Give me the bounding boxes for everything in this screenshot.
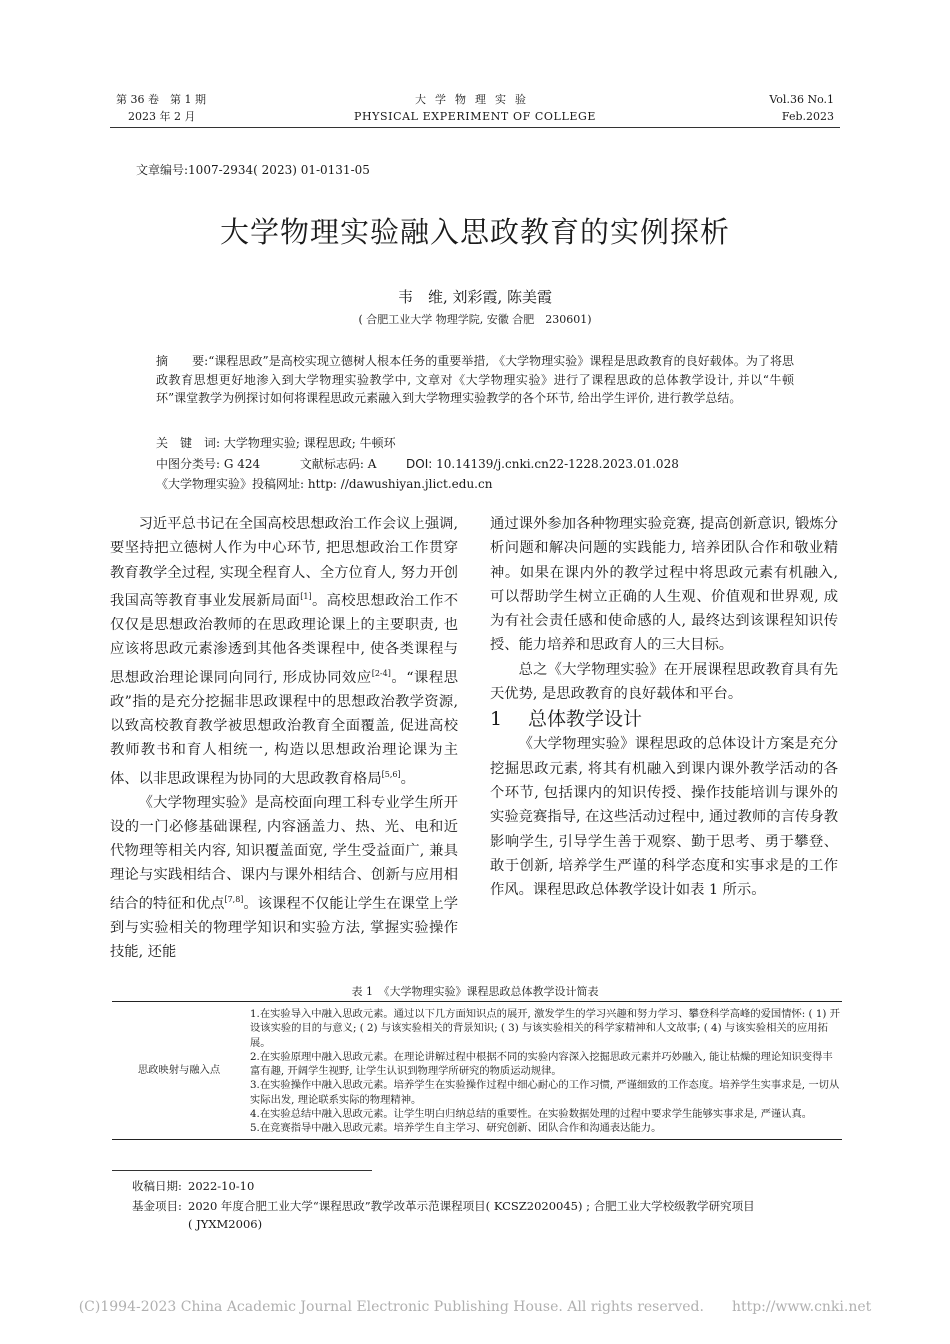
table-row — [112, 1002, 842, 1139]
citation: [1] — [300, 591, 312, 601]
abstract — [156, 352, 794, 408]
author-list: 韦 维, 刘彩霞, 陈美霞 — [397, 288, 553, 306]
table-item: 4.在实验总结中融入思政元素。让学生明白归纳总结的重要性。在实验数据处理的过程中要求学生能够实事求是, 严谨认真。 — [250, 1108, 813, 1121]
body-paragraph: 《大学物理实验》课程思政的总体设计方案是充分挖掘思政元素, 将其有机融入到课内课外教学活动的各个环节, 包括课内的知识传授、操作技能培训与课外的实验竞赛指导, 在这些活动过程中, 通过教师的言传身教影响学生, 引导学生善于观察、勤于思考、勇于攀登、敢于创新, 培养学生严谨的科学态度和实事求是的工作作风。课程思政总体教学设计如表 1 所示。 — [490, 736, 838, 899]
journal-name-en: PHYSICAL EXPERIMENT OF COLLEGE — [353, 110, 596, 123]
funding-label: 基金项目: — [132, 1199, 182, 1213]
body-right-column — [490, 512, 838, 902]
keywords-text: 大学物理实验; 课程思政; 牛顿环 — [223, 436, 396, 450]
abstract-text: “课程思政”是高校实现立德树人根本任务的重要举措, 《大学物理实验》课程是思政教育的良好载体。为了将思政教育思想更好地渗入到大学物理实验教学中, 文章对《大学物理实验》进行了课程思政的总体教学设计, 并以“牛顿环”课堂教学为例探讨如何将课程思政元素融入到大学物理实验教学的各个环节, 给出学生评价, 进行教学总结。 — [156, 354, 794, 405]
journal-issue-info — [116, 91, 206, 125]
body-paragraph: 总之《大学物理实验》在开展课程思政教育具有先天优势, 是思政教育的良好载体和平台。 — [490, 661, 838, 703]
received-label: 收稿日期: — [132, 1179, 182, 1193]
paper-title: 大学物理实验融入思政教育的实例探析 — [219, 215, 730, 249]
affiliation: ( 合肥工业大学 物理学院, 安徽 合肥 230601) — [358, 313, 592, 326]
received-date — [132, 1177, 254, 1196]
table-cell — [246, 1002, 842, 1139]
volume-issue-en: Vol.36 No.1 — [769, 93, 834, 106]
doc-code: A — [367, 457, 377, 471]
received-value: 2022-10-10 — [188, 1179, 255, 1193]
table-item: 1.在实验导入中融入思政元素。通过以下几方面知识点的展开, 激发学生的学习兴趣和努力学习、攀登科学高峰的爱国情怀: ( 1) 开设该实验的目的与意义; ( 2) 与该实验相关的背景知识; ( 3) 与该实验相关的科学家精神和人文故事; ( 4) 与该实验相关的应用拓展。 — [250, 1008, 840, 1049]
header-rule — [110, 127, 840, 128]
footnote-rule — [112, 1170, 372, 1171]
table-row-label: 思政映射与融入点 — [137, 1064, 221, 1077]
body-left-column — [110, 512, 458, 964]
abstract-label: 摘 要: — [156, 354, 209, 368]
doc-code-label: 文献标志码: — [299, 457, 364, 471]
article-number: 文章编号:1007-2934( 2023) 01-0131-05 — [136, 163, 370, 177]
body-paragraph: 通过课外参加各种物理实验竞赛, 提高创新意识, 锻炼分析问题和解决问题的实践能力, 培养团队合作和敬业精神。如果在课内外的教学过程中将思政元素有机融入, 可以帮助学生树立正确的人生观、价值观和世界观, 成为有社会责任感和使命感的人, 最终达到该课程知识传授、能力培养和思政育人的三大目标。 — [490, 516, 838, 654]
table-item: 3.在实验操作中融入思政元素。培养学生在实验操作过程中细心耐心的工作习惯, 严谨细致的工作态度。培养学生实事求是, 一切从实际出发, 理论联系实际的物理精神。 — [250, 1079, 840, 1106]
table-caption: 表 1 《大学物理实验》课程思政总体教学设计简表 — [351, 985, 599, 998]
volume-issue: 第 36 卷 第 1 期 — [116, 93, 206, 106]
section-number: 1 — [490, 708, 503, 731]
submission-url[interactable]: http: //dawushiyan.jlict.edu.cn — [307, 477, 493, 491]
journal-name — [300, 91, 650, 125]
journal-volume-en — [769, 91, 834, 125]
journal-name-cn: 大学物理实验 — [415, 93, 535, 106]
submission-label: 《大学物理实验》投稿网址: — [156, 477, 305, 491]
citation: [7,8] — [224, 894, 244, 904]
funding-text: 2020 年度合肥工业大学“课程思政”教学改革示范课程项目( KCSZ2020045) ; 合肥工业大学校级教学研究项目 — [188, 1199, 755, 1213]
classification-line — [156, 455, 679, 473]
copyright-watermark: (C)1994-2023 China Academic Journal Electronic Publishing House. All rights reserved. http://www.cnki.net — [78, 1299, 872, 1315]
doi-value: 10.14139/j.cnki.cn22-1228.2023.01.028 — [436, 457, 679, 471]
funding — [132, 1197, 755, 1216]
table-item: 5.在竞赛指导中融入思政元素。培养学生自主学习、研究创新、团队合作和沟通表达能力。 — [250, 1122, 662, 1135]
clc-label: 中图分类号: — [156, 457, 221, 471]
keywords-label: 关 键 词: — [156, 436, 221, 450]
section-heading — [490, 706, 838, 732]
submission-site — [156, 475, 492, 493]
citation: [5,6] — [381, 769, 401, 779]
issue-date-en: Feb.2023 — [781, 110, 834, 123]
keywords — [156, 434, 396, 452]
clc-code: G 424 — [223, 457, 261, 471]
citation: [2-4] — [371, 668, 391, 678]
issue-date: 2023 年 2 月 — [128, 110, 196, 123]
table-item: 2.在实验原理中融入思政元素。在理论讲解过程中根据不同的实验内容深入挖掘思政元素并巧妙融入, 能让枯燥的理论知识变得丰富有趣, 开阔学生视野, 让学生认识到物理学所研究的物质运动规律。 — [250, 1050, 833, 1078]
body-paragraph: 《大学物理实验》是高校面向理工科专业学生所开设的一门必修基础课程, 内容涵盖力、热、光、电和近代物理等相关内容, 知识覆盖面宽, 学生受益面广, 兼具理论与实践相结合、课内与课外相结合、创新与应用相结合的特征和优点[7,8]。该课程不仅能让学生在课堂上学到与实验相关的物理学知识和实验方法, 掌握实验操作技能, 还能 — [110, 794, 459, 961]
funding-continued: ( JYXM2006) — [188, 1217, 263, 1231]
doi-label: DOI: — [406, 457, 433, 471]
design-table — [112, 1001, 842, 1140]
section-title: 总体教学设计 — [528, 708, 643, 731]
body-paragraph: 习近平总书记在全国高校思想政治工作会议上强调, 要坚持把立德树人作为中心环节, 把思想政治工作贯穿教育教学全过程, 实现全程育人、全方位育人, 努力开创我国高等教育事业发展新局面[1]。高校思想政治工作不仅仅是思想政治教师的在思政理论课上的主要职责, 也应该将思政元素渗透到其他各类课程中, 使各类课程与思想政治理论课同向同行, 形成协同效应[2-4]。“课程思政”指的是充分挖掘非思政课程中的思想政治教学资源, 以致高校教育教学被思想政治教育全面覆盖, 促进高校教师教书和育人相统一, 构造以思想政治理论课为主体、以非思政课程为协同的大思政教育格局[5,6]。 — [110, 516, 459, 787]
